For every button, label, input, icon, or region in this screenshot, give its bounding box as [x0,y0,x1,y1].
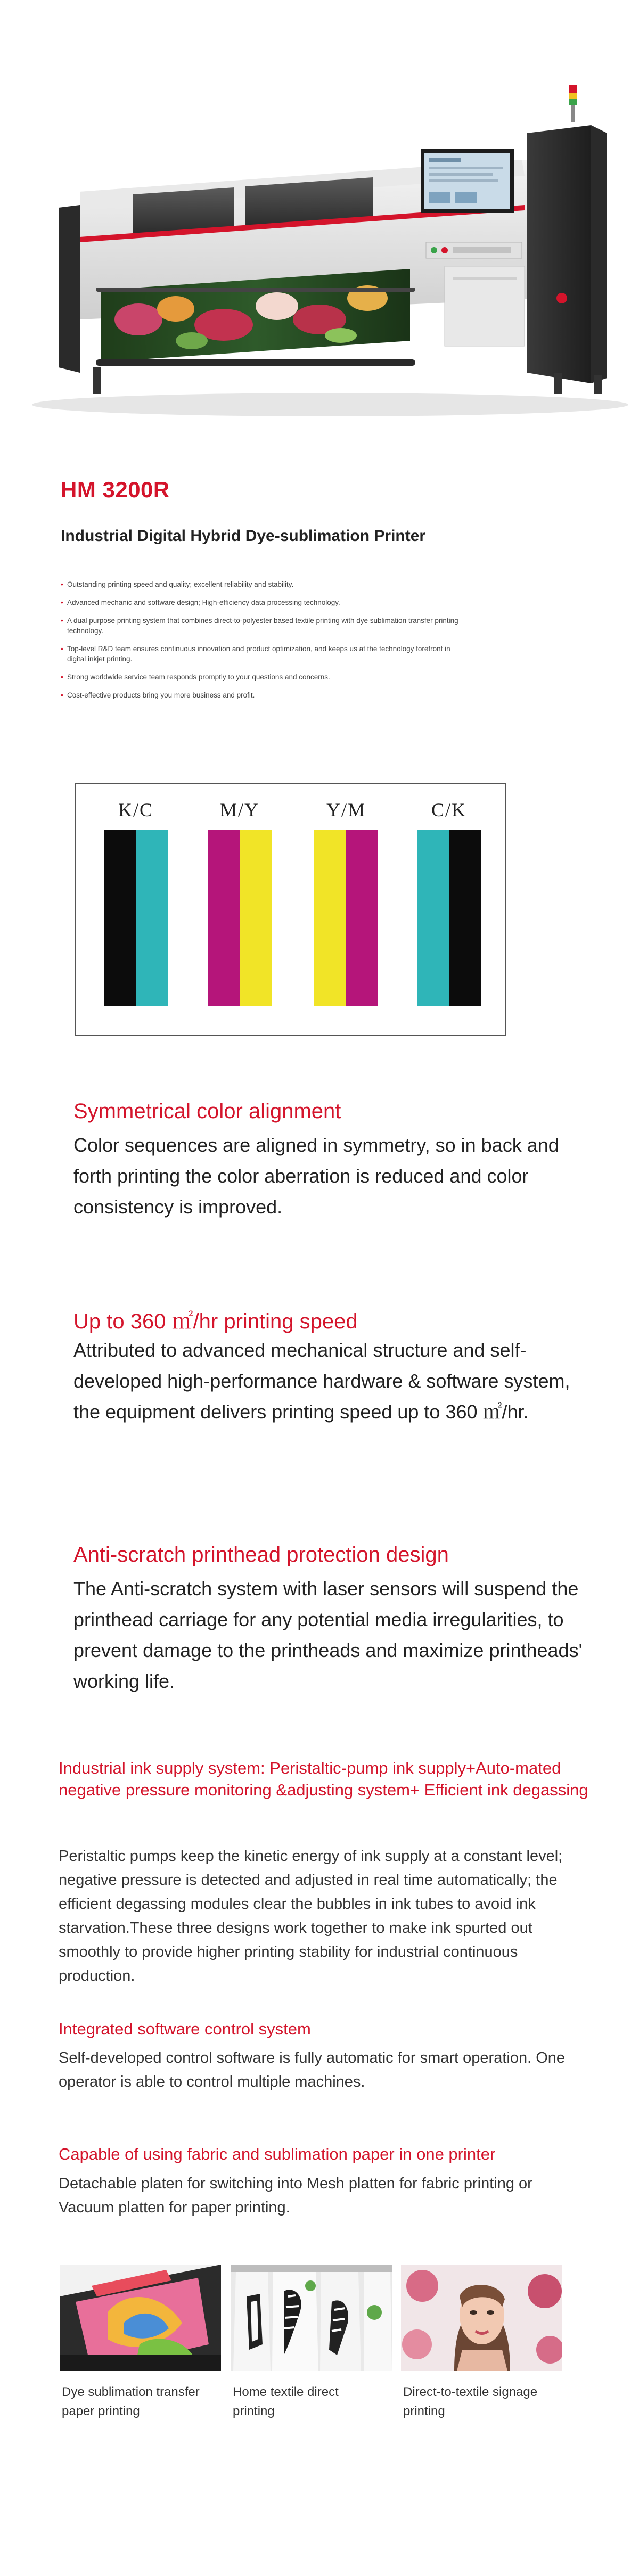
speed-body: Attributed to advanced mechanical structure and self-developed high-performance hardware & software system, the equipment delivers printing speed up to 360 ㎡/hr. [73,1339,570,1423]
feature-list [61,579,465,708]
gallery-caption-signage: Direct-to-textile signage printing [403,2385,538,2418]
gallery-image-signage [401,2265,562,2371]
stripe-yellow [314,830,346,1006]
feature-item: • Outstanding printing speed and quality; excellent reliability and stability. [61,579,465,589]
stripe-magenta [208,830,240,1006]
stripe-cyan [417,830,449,1006]
product-model: HM 3200R [61,477,170,502]
feature-item: • Top-level R&D team ensures continuous innovation and product optimization, and keeps us at the technology forefront in digital inkjet printing. [61,644,465,664]
stripe-black [104,830,136,1006]
ink-supply-body: Peristaltic pumps keep the kinetic energy of ink supply at a constant level; negative pressure is detected and adjusted in real time automatically; the efficient degassing modules clear the bubbles in ink tubes to avoid ink starvation.These three designs work together to make ink spurted out smoothly to provide higher printing stability for industrial continuous production. [59,1848,563,1984]
feature-item: • A dual purpose printing system that combines direct-to-polyester based textile printing with dye sublimation transfer printing technology. [61,616,465,636]
gallery-caption-home-textile: Home textile direct printing [233,2385,339,2418]
feature-item: • Cost-effective products bring you more business and profit. [61,690,465,700]
fabric-title: Capable of using fabric and sublimation paper in one printer [59,2145,496,2163]
ink-supply-title: Industrial ink supply system: Peristaltic-pump ink supply+Auto-mated negative pressure monitoring &adjusting system+ Efficient ink degassing [59,1759,588,1799]
software-title: Integrated software control system [59,2020,311,2038]
label-m-y: M/Y [219,799,259,821]
feature-item: • Strong worldwide service team responds promptly to your questions and concerns. [61,672,465,682]
fabric-body: Detachable platen for switching into Mesh platten for fabric printing or Vacuum platten for paper printing. [59,2175,532,2216]
alignment-body: Color sequences are aligned in symmetry, so in back and forth printing the color aberration is reduced and color consistency is improved. [73,1134,559,1218]
label-k-c: K/C [118,799,153,821]
printer-product-image [0,0,639,447]
gallery-caption-transfer-paper: Dye sublimation transfer paper printing [62,2385,200,2418]
antiscratch-title: Anti-scratch printhead protection design [73,1543,449,1566]
antiscratch-body: The Anti-scratch system with laser sensors will suspend the printhead carriage for any potential media irregularities, to prevent damage to the printheads and maximize printheads' working life. [73,1578,583,1692]
stripe-yellow [240,830,272,1006]
stripe-cyan [136,830,168,1006]
gallery-image-transfer-paper [60,2265,221,2371]
color-alignment-diagram [75,783,506,1036]
label-y-m: Y/M [326,799,366,821]
feature-item: • Advanced mechanic and software design; High-efficiency data processing technology. [61,597,465,608]
speed-title: Up to 360 ㎡/hr printing speed [73,1310,358,1333]
label-c-k: C/K [431,799,466,821]
gallery-image-home-textile [231,2265,392,2371]
product-subtitle: Industrial Digital Hybrid Dye-sublimation Printer [61,527,426,545]
software-body: Self-developed control software is fully automatic for smart operation. One operator is able to control multiple machines. [59,2049,566,2090]
alignment-title: Symmetrical color alignment [73,1100,341,1123]
stripe-black [449,830,481,1006]
stripe-magenta [346,830,378,1006]
